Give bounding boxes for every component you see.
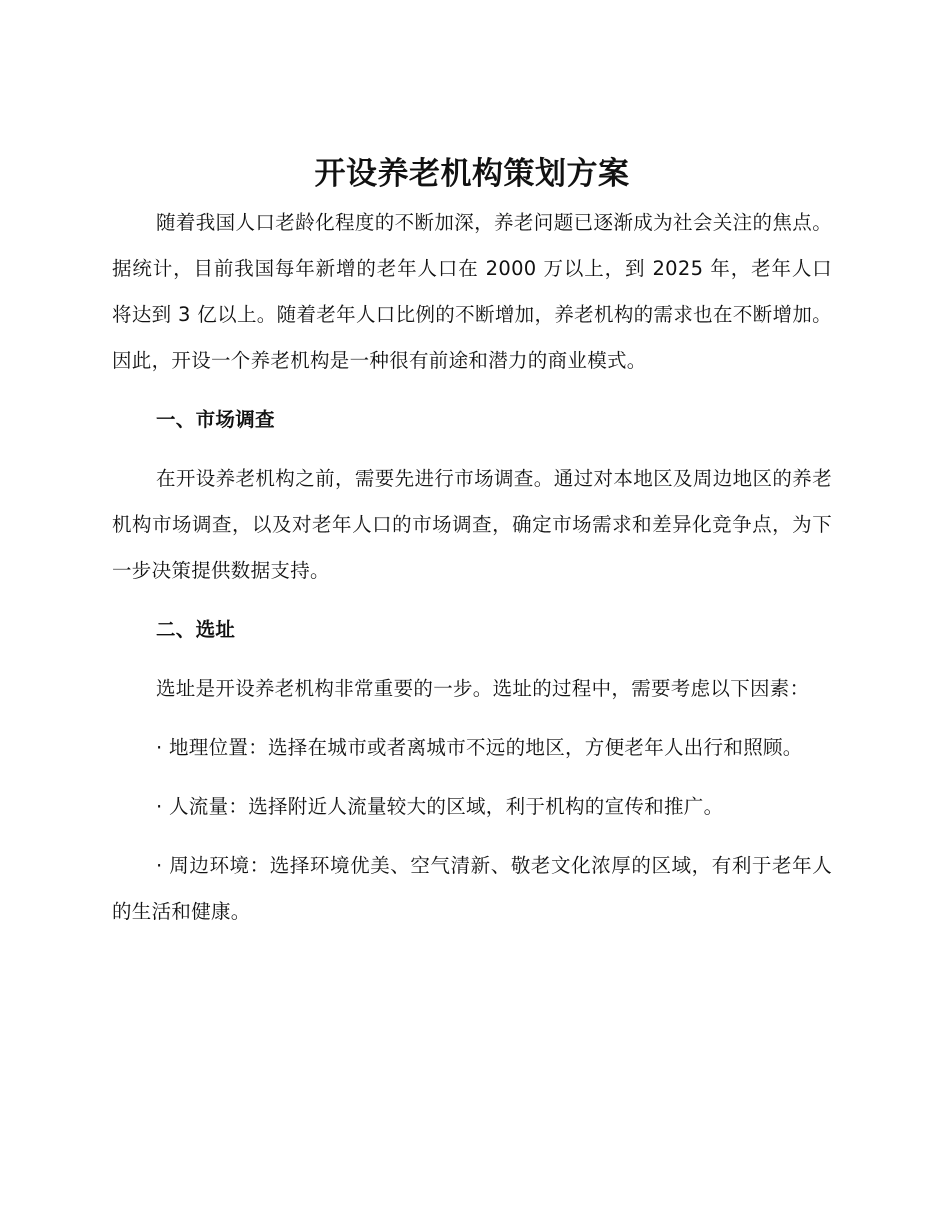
bullet-item-foot-traffic: · 人流量：选择附近人流量较大的区域，利于机构的宣传和推广。 [156,795,724,818]
section-body-site-selection: 选址是开设养老机构非常重要的一步。选址的过程中，需要考虑以下因素： [156,677,810,700]
document-title: 开设养老机构策划方案 [314,156,630,192]
section-body-market-research: 在开设养老机构之前，需要先进行市场调查。通过对本地区及周边地区的养老机构市场调查，以及对老年人口的市场调查，确定市场需求和差异化竞争点，为下一步决策提供数据支持。 [112,467,832,582]
document-page [112,146,832,948]
intro-paragraph: 随着我国人口老龄化程度的不断加深，养老问题已逐渐成为社会关注的焦点。据统计，目前我国每年新增的老年人口在 2000 万以上，到 2025 年，老年人口将达到 3 亿以上。随着老年人口比例的不断增加，养老机构的需求也在不断增加。因此，开设一个养老机构是一种很有前途和潜力的商业模式。 [112,211,832,372]
section-heading-market-research: 一、市场调查 [156,408,275,431]
bullet-item-location: · 地理位置：选择在城市或者离城市不远的地区，方便老年人出行和照顾。 [156,736,803,759]
bullet-item-environment: · 周边环境：选择环境优美、空气清新、敬老文化浓厚的区域，有利于老年人的生活和健康。 [112,854,832,923]
section-heading-site-selection: 二、选址 [156,618,236,641]
